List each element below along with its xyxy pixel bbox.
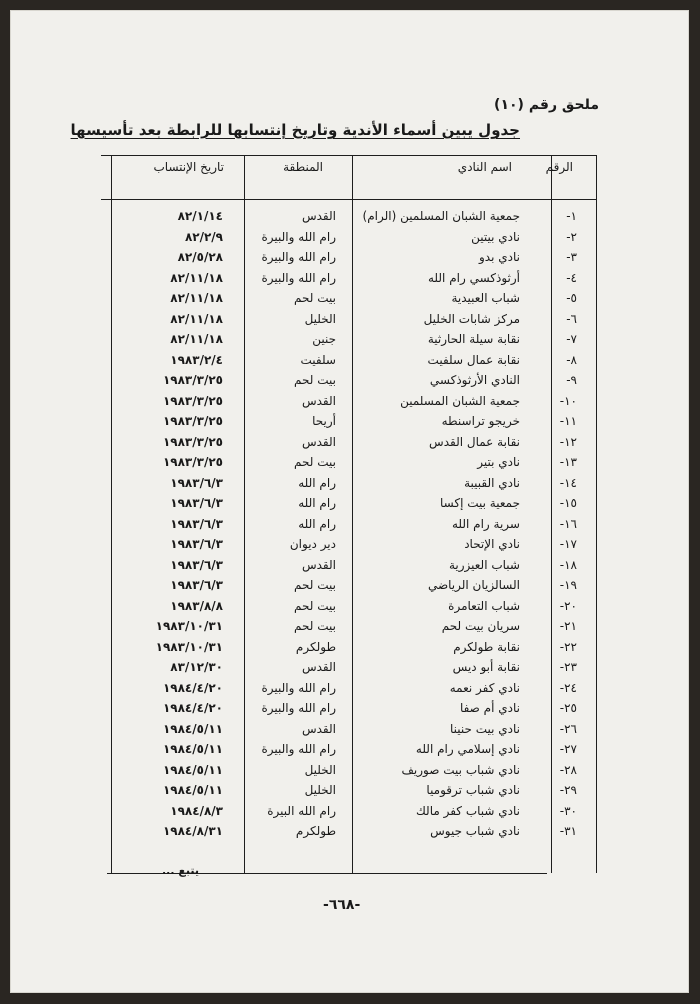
table-row bbox=[101, 473, 597, 493]
region: سلفيت bbox=[300, 352, 336, 367]
club-name: نقابة سيلة الحارثية bbox=[427, 332, 520, 346]
region: القدس bbox=[301, 393, 336, 408]
row-number: ٢٥- bbox=[559, 701, 577, 715]
table-row bbox=[101, 555, 597, 575]
header-number: الرقم bbox=[545, 160, 573, 174]
row-number: ١٧- bbox=[559, 537, 577, 551]
region: رام الله bbox=[298, 475, 336, 490]
table-row bbox=[101, 329, 597, 349]
club-name: نادي إسلامي رام الله bbox=[415, 742, 520, 756]
club-name: نقابة أبو ديس bbox=[452, 660, 520, 674]
table-row bbox=[101, 247, 597, 267]
table-row bbox=[101, 698, 597, 718]
table-row bbox=[101, 739, 597, 759]
club-name: نادي القبيبة bbox=[464, 475, 520, 490]
appendix-label: ملحق رقم (١٠) bbox=[494, 97, 599, 113]
row-number: ١٦- bbox=[559, 516, 577, 531]
row-number: ٢٧- bbox=[559, 742, 577, 756]
table-row bbox=[101, 760, 597, 780]
region: بيت لحم bbox=[294, 455, 336, 469]
document-title: جدول يبين أسماء الأندية وتاريخ إنتسابها للرابطة بعد تأسيسها bbox=[70, 121, 520, 139]
join-date: ١٩٨٣/٢/٤ bbox=[170, 352, 223, 367]
club-name: شباب التعامرة bbox=[448, 598, 520, 613]
row-number: ٦- bbox=[566, 311, 577, 326]
table-row bbox=[101, 309, 597, 329]
row-number: ٣١- bbox=[559, 824, 577, 838]
join-date: ٨٢/١١/١٨ bbox=[170, 311, 223, 326]
table-row bbox=[101, 780, 597, 800]
region: طولكرم bbox=[295, 639, 336, 654]
table-row bbox=[101, 657, 597, 677]
table-row bbox=[101, 268, 597, 288]
join-date: ١٩٨٣/٣/٢٥ bbox=[162, 414, 223, 428]
region: الخليل bbox=[304, 762, 336, 777]
table-row bbox=[101, 411, 597, 431]
club-name: جمعية الشبان المسلمين bbox=[400, 393, 520, 408]
table-row bbox=[101, 514, 597, 534]
document-page bbox=[10, 10, 689, 993]
table-row bbox=[101, 575, 597, 595]
table-top-border bbox=[101, 155, 597, 156]
row-number: ٢- bbox=[566, 229, 577, 244]
header-bottom-border bbox=[101, 199, 597, 200]
row-number: ١٢- bbox=[559, 434, 577, 449]
club-name: نادي شباب ترقوميا bbox=[426, 783, 520, 797]
club-name: سرية رام الله bbox=[451, 516, 520, 531]
club-name: مركز شابات الخليل bbox=[423, 311, 520, 326]
row-number: ١٤- bbox=[559, 475, 577, 490]
region: رام الله والبيرة bbox=[261, 270, 336, 285]
club-name: جمعية الشبان المسلمين (الرام) bbox=[362, 209, 520, 223]
join-date: ١٩٨٣/٦/٣ bbox=[170, 496, 223, 510]
club-name: نقابة طولكرم bbox=[453, 639, 520, 654]
join-date: ٨٣/١٢/٣٠ bbox=[170, 660, 223, 674]
region: القدس bbox=[301, 557, 336, 572]
row-number: ٤- bbox=[566, 270, 577, 285]
region: رام الله bbox=[298, 516, 336, 531]
club-name: نادي شباب جيوس bbox=[430, 824, 520, 838]
row-number: ٣- bbox=[566, 250, 577, 264]
row-number: ١٩- bbox=[559, 578, 577, 592]
join-date: ١٩٨٣/٦/٣ bbox=[170, 557, 223, 572]
join-date: ١٩٨٣/٣/٢٥ bbox=[162, 434, 223, 449]
region: دير ديوان bbox=[289, 537, 336, 551]
region: الخليل bbox=[304, 311, 336, 326]
region: بيت لحم bbox=[294, 291, 336, 305]
join-date: ١٩٨٣/٦/٣ bbox=[170, 578, 223, 592]
join-date: ١٩٨٣/٦/٣ bbox=[170, 475, 223, 490]
row-number: ٣٠- bbox=[559, 803, 577, 818]
region: رام الله والبيرة bbox=[261, 680, 336, 695]
table-row bbox=[101, 821, 597, 841]
region: رام الله والبيرة bbox=[261, 229, 336, 244]
row-number: ٧- bbox=[566, 332, 577, 346]
region: رام الله والبيرة bbox=[261, 701, 336, 715]
region: رام الله bbox=[298, 496, 336, 510]
join-date: ٨٢/٢/٩ bbox=[184, 229, 223, 244]
table-row bbox=[101, 616, 597, 636]
club-name: سريان بيت لحم bbox=[441, 619, 520, 633]
table-row bbox=[101, 288, 597, 308]
club-name: خريجو تراسنطه bbox=[441, 414, 520, 428]
join-date: ١٩٨٤/٤/٢٠ bbox=[162, 680, 223, 695]
row-number: ٢٢- bbox=[559, 639, 577, 654]
region: بيت لحم bbox=[294, 373, 336, 387]
table-row bbox=[101, 370, 597, 390]
join-date: ١٩٨٣/٦/٣ bbox=[170, 537, 223, 551]
region: بيت لحم bbox=[294, 598, 336, 613]
club-name: نقابة عمال سلفيت bbox=[427, 352, 520, 367]
club-name: النادي الأرثوذكسي bbox=[429, 373, 520, 387]
club-name: السالزيان الرياضي bbox=[427, 578, 520, 592]
header-join-date: تاريخ الإنتساب bbox=[153, 160, 224, 174]
club-name: نادي بدو bbox=[479, 250, 520, 264]
table-row bbox=[101, 534, 597, 554]
table-row bbox=[101, 391, 597, 411]
region: الخليل bbox=[304, 783, 336, 797]
join-date: ١٩٨٣/٣/٢٥ bbox=[162, 393, 223, 408]
club-name: نادي شباب بيت صوريف bbox=[401, 762, 520, 777]
clubs-table bbox=[101, 146, 597, 877]
table-row bbox=[101, 678, 597, 698]
join-date: ١٩٨٣/١٠/٣١ bbox=[155, 639, 223, 654]
join-date: ١٩٨٣/٣/٢٥ bbox=[162, 455, 223, 469]
club-name: نادي أم صفا bbox=[459, 701, 520, 715]
table-row bbox=[101, 350, 597, 370]
table-row bbox=[101, 637, 597, 657]
club-name: نادي بتير bbox=[477, 455, 520, 469]
row-number: ١- bbox=[566, 209, 577, 223]
club-name: شباب العيزرية bbox=[448, 557, 520, 572]
table-row bbox=[101, 801, 597, 821]
region: رام الله البيرة bbox=[267, 803, 336, 818]
join-date: ١٩٨٤/٥/١١ bbox=[162, 783, 223, 797]
club-name: نادي شباب كفر مالك bbox=[415, 803, 520, 818]
region: بيت لحم bbox=[294, 619, 336, 633]
club-name: جمعية بيت إكسا bbox=[440, 496, 520, 510]
join-date: ١٩٨٤/٥/١١ bbox=[162, 762, 223, 777]
table-row bbox=[101, 719, 597, 739]
row-number: ١٠- bbox=[559, 393, 577, 408]
join-date: ١٩٨٤/٥/١١ bbox=[162, 721, 223, 736]
table-row bbox=[101, 493, 597, 513]
row-number: ٢٦- bbox=[559, 721, 577, 736]
join-date: ١٩٨٤/٥/١١ bbox=[162, 742, 223, 756]
join-date: ١٩٨٤/٤/٢٠ bbox=[162, 701, 223, 715]
header-region: المنطقة bbox=[283, 160, 323, 174]
club-name: أرثوذكسي رام الله bbox=[427, 270, 520, 285]
row-number: ١١- bbox=[559, 414, 577, 428]
join-date: ١٩٨٣/٦/٣ bbox=[170, 516, 223, 531]
join-date: ٨٢/١١/١٨ bbox=[170, 291, 223, 305]
join-date: ١٩٨٤/٨/٣ bbox=[170, 803, 223, 818]
row-number: ٥- bbox=[566, 291, 577, 305]
row-number: ٢٣- bbox=[559, 660, 577, 674]
club-name: نادي الإتحاد bbox=[464, 537, 520, 551]
region: القدس bbox=[301, 434, 336, 449]
join-date: ١٩٨٣/١٠/٣١ bbox=[155, 619, 223, 633]
club-name: نادي بيت حنينا bbox=[449, 721, 520, 736]
region: القدس bbox=[301, 209, 336, 223]
join-date: ٨٢/١١/١٨ bbox=[170, 332, 223, 346]
join-date: ٨٢/١/١٤ bbox=[177, 209, 223, 223]
region: طولكرم bbox=[295, 824, 336, 838]
join-date: ١٩٨٤/٨/٣١ bbox=[162, 824, 223, 838]
region: أريحا bbox=[312, 414, 336, 428]
row-number: ٢٤- bbox=[559, 680, 577, 695]
page-number: -٦٦٨- bbox=[323, 897, 361, 913]
row-number: ١٨- bbox=[559, 557, 577, 572]
row-number: ٩- bbox=[566, 373, 577, 387]
region: القدس bbox=[301, 660, 336, 674]
region: جنين bbox=[312, 332, 336, 346]
join-date: ١٩٨٣/٨/٨ bbox=[170, 598, 223, 613]
row-number: ٢٨- bbox=[559, 762, 577, 777]
row-number: ١٣- bbox=[559, 455, 577, 469]
row-number: ٢٩- bbox=[559, 783, 577, 797]
club-name: نادي كفر نعمه bbox=[449, 680, 520, 695]
region: رام الله والبيرة bbox=[261, 250, 336, 264]
club-name: نقابة عمال القدس bbox=[429, 434, 520, 449]
region: بيت لحم bbox=[294, 578, 336, 592]
continued-label: يتبع ... bbox=[162, 864, 199, 877]
club-name: نادي بيتين bbox=[471, 229, 520, 244]
table-row bbox=[101, 227, 597, 247]
join-date: ٨٢/٥/٢٨ bbox=[177, 250, 223, 264]
table-row bbox=[101, 452, 597, 472]
header-club-name: اسم النادي bbox=[457, 160, 512, 174]
table-row bbox=[101, 432, 597, 452]
region: رام الله والبيرة bbox=[261, 742, 336, 756]
row-number: ١٥- bbox=[559, 496, 577, 510]
club-name: شباب العبيدية bbox=[451, 291, 520, 305]
row-number: ٨- bbox=[566, 352, 577, 367]
row-number: ٢٠- bbox=[559, 598, 577, 613]
join-date: ١٩٨٣/٣/٢٥ bbox=[162, 373, 223, 387]
row-number: ٢١- bbox=[559, 619, 577, 633]
join-date: ٨٢/١١/١٨ bbox=[170, 270, 223, 285]
table-row bbox=[101, 206, 597, 226]
region: القدس bbox=[301, 721, 336, 736]
table-row bbox=[101, 596, 597, 616]
